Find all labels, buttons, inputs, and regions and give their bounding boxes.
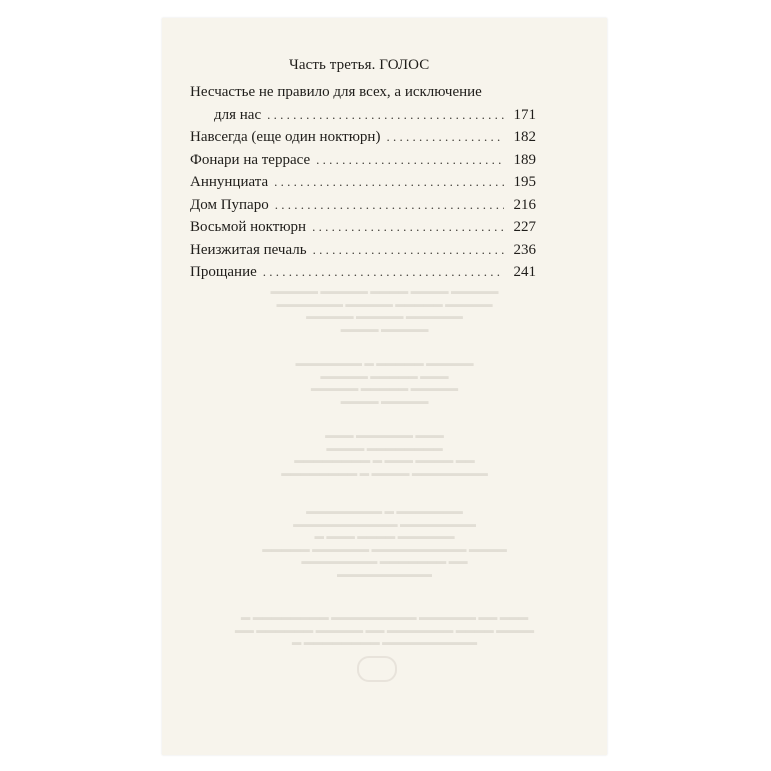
table-of-contents	[190, 82, 536, 284]
dot-leader	[263, 261, 504, 283]
toc-page-number: 236	[513, 241, 536, 258]
toc-page-number: 216	[513, 196, 536, 213]
toc-entry-line	[190, 82, 536, 104]
toc-entry[interactable]	[190, 149, 536, 172]
toc-entry-line	[190, 239, 536, 262]
bleed-through-logo	[357, 656, 397, 682]
toc-entry[interactable]	[190, 194, 536, 217]
toc-entry[interactable]	[190, 171, 536, 194]
dot-leader	[275, 194, 504, 216]
toc-entry-title: Несчастье не правило для всех, а исключение	[190, 84, 482, 100]
toc-entry-title: Дом Пупаро	[190, 196, 269, 213]
bleed-through-text: ▬▬▬▬▬▬▬ ▬ ▬▬▬▬▬ ▬▬▬▬▬ ▬▬▬▬▬ ▬▬▬▬▬ ▬▬▬ ▬▬▬▬▬ ▬▬▬▬▬ ▬▬▬▬▬ ▬▬▬▬ ▬▬▬▬▬	[295, 359, 474, 407]
dot-leader	[267, 104, 504, 126]
toc-page-number: 227	[513, 219, 536, 235]
toc-entry-title: Аннунциата	[190, 174, 269, 190]
section-title: Часть третья. ГОЛОС	[289, 57, 430, 73]
bleed-through-text: ▬▬▬▬▬ ▬▬▬▬▬ ▬▬▬▬ ▬▬▬▬ ▬▬▬▬▬ ▬▬▬▬▬▬▬ ▬▬▬▬▬ ▬▬▬▬▬ ▬▬▬▬▬ ▬▬▬▬▬ ▬▬▬▬▬ ▬▬▬▬▬▬ ▬▬▬▬ ▬▬▬▬▬	[270, 287, 499, 335]
dot-leader	[316, 149, 504, 171]
toc-entry-title: Восьмой ноктюрн	[190, 219, 307, 235]
toc-entry-title: Навсегда (еще один ноктюрн)	[190, 129, 381, 145]
toc-entry[interactable]	[190, 216, 536, 239]
toc-page-number: 195	[513, 174, 536, 190]
toc-entry-line	[190, 104, 536, 127]
toc-entry-line	[190, 261, 536, 284]
dot-leader	[313, 239, 504, 261]
dot-leader	[274, 171, 504, 193]
toc-entry-line	[190, 216, 536, 239]
toc-page-number: 189	[513, 151, 536, 168]
dot-leader	[386, 126, 504, 148]
toc-entry[interactable]	[190, 126, 536, 149]
bleed-through-text: ▬ ▬▬▬▬▬▬▬▬ ▬▬▬▬▬▬▬▬▬ ▬▬▬▬▬▬ ▬▬ ▬▬▬ ▬▬ ▬▬▬▬▬▬ ▬▬▬▬▬ ▬▬ ▬▬▬▬▬▬▬ ▬▬▬▬ ▬▬▬▬ ▬ ▬▬▬▬▬▬▬▬ ▬▬▬▬▬▬▬▬▬▬	[234, 613, 535, 648]
toc-entry-title: Фонари на террасе	[190, 151, 311, 168]
toc-entry[interactable]	[190, 261, 536, 284]
toc-page-number: 171	[513, 106, 536, 123]
toc-entry-line	[190, 194, 536, 217]
toc-entry[interactable]	[190, 82, 536, 126]
bleed-through-text: ▬▬▬ ▬▬▬▬▬▬ ▬▬▬ ▬▬▬▬ ▬▬▬▬▬▬▬▬ ▬▬▬▬▬▬▬▬ ▬ ▬▬▬ ▬▬▬▬ ▬▬ ▬▬▬▬▬▬▬▬ ▬ ▬▬▬▬ ▬▬▬▬▬▬▬▬	[281, 431, 488, 479]
toc-entry[interactable]	[190, 239, 536, 262]
toc-page-number: 182	[513, 129, 536, 145]
dot-leader	[312, 216, 504, 238]
bleed-through-text: ▬▬▬▬▬▬▬▬ ▬ ▬▬▬▬▬▬▬ ▬▬▬▬▬▬▬▬▬▬▬ ▬▬▬▬▬▬▬▬ ▬ ▬▬▬ ▬▬▬▬ ▬▬▬▬▬▬ ▬▬▬▬▬ ▬▬▬▬▬▬ ▬▬▬▬▬▬▬▬▬▬ ▬▬▬▬ ▬▬▬▬▬▬▬▬ ▬▬▬▬▬▬▬ ▬▬ ▬▬▬▬▬▬▬▬▬▬	[262, 507, 507, 580]
book-page	[162, 18, 607, 755]
toc-entry-title: для нас	[214, 106, 262, 123]
toc-entry-title: Прощание	[190, 264, 257, 280]
toc-entry-line	[190, 171, 536, 194]
toc-entry-line	[190, 126, 536, 149]
toc-page-number: 241	[513, 264, 536, 280]
toc-entry-line	[190, 149, 536, 172]
toc-entry-title: Неизжитая печаль	[190, 241, 307, 258]
